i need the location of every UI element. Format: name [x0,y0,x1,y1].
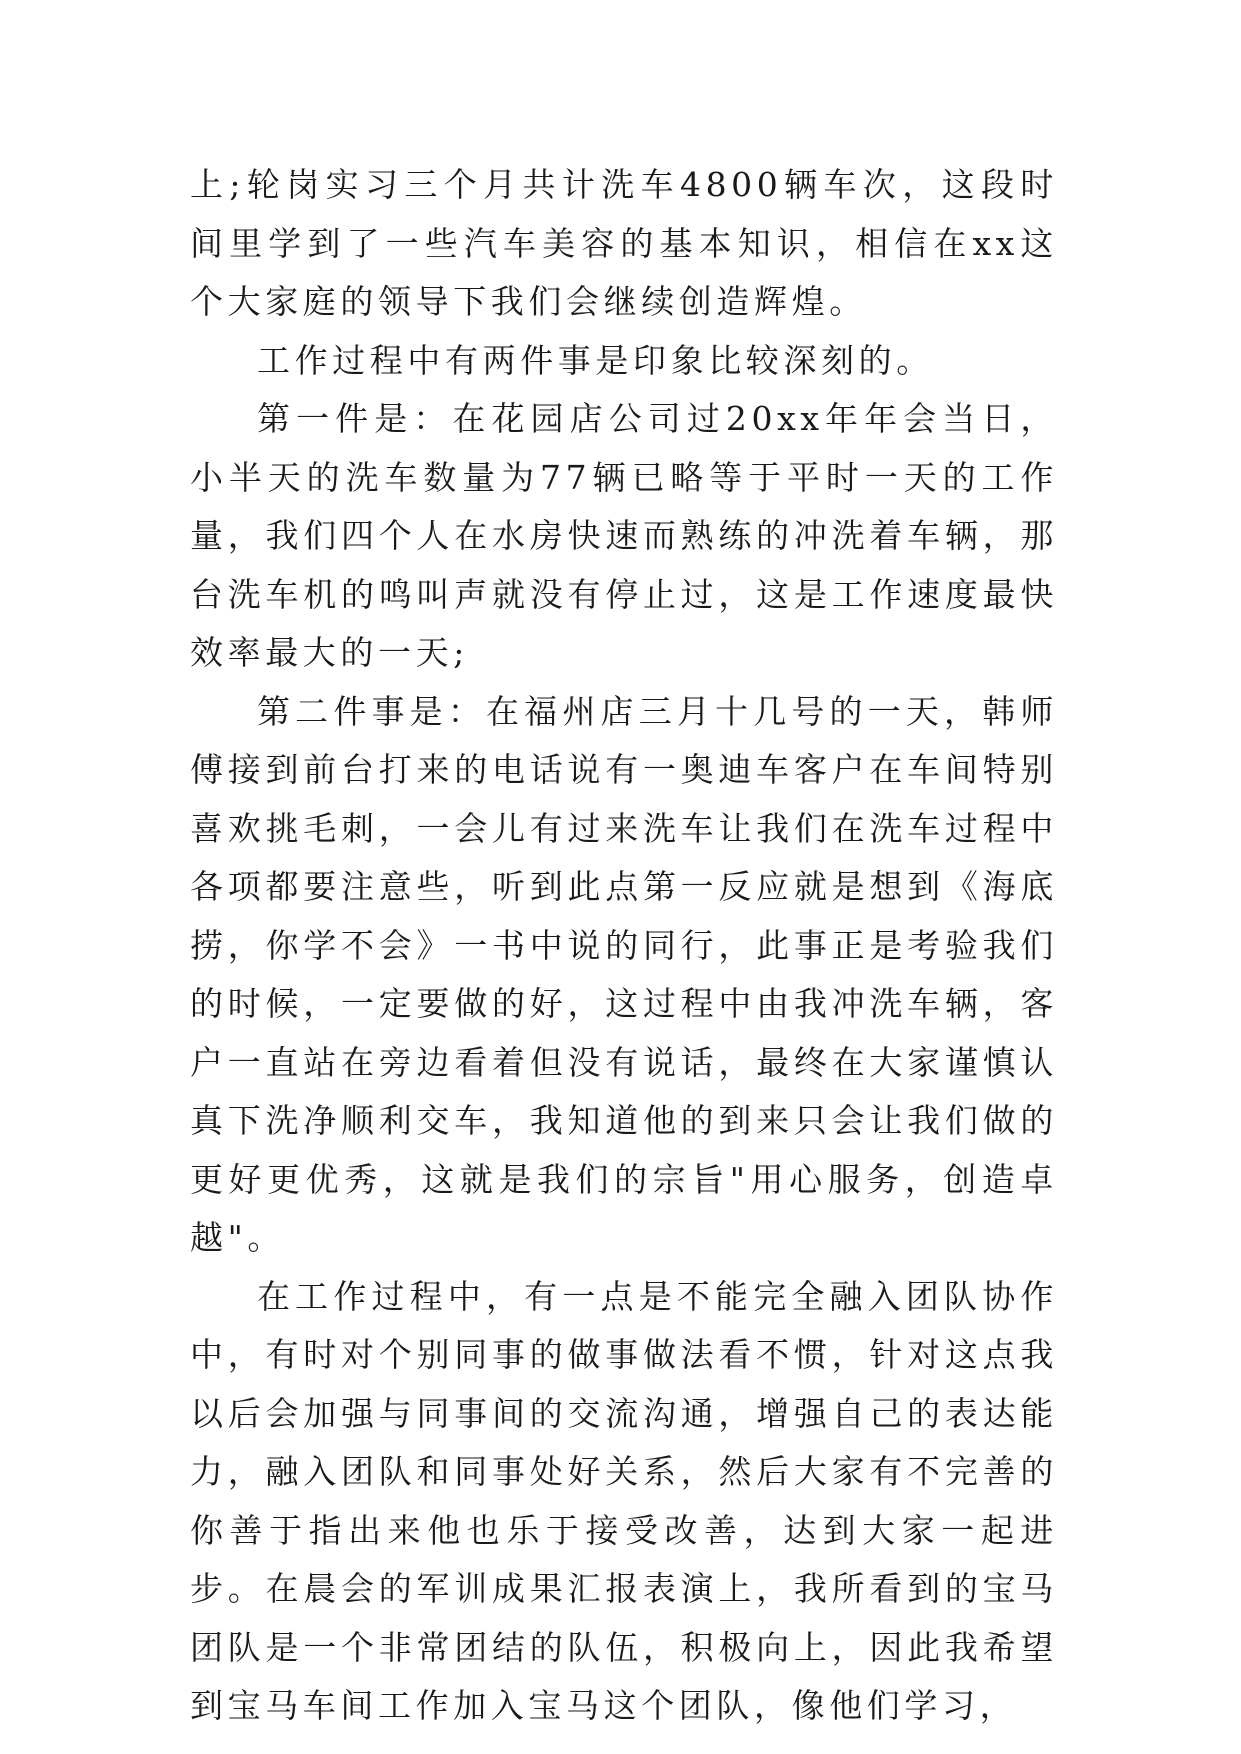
paragraph-3: 第一件是：在花园店公司过20xx年年会当日，小半天的洗车数量为77辆已略等于平时一天的工作量，我们四个人在水房快速而熟练的冲洗着车辆，那台洗车机的鸣叫声就没有停止过，这是工作速度最快效率最大的一天; [190,399,1058,672]
paragraph-4: 第二件事是：在福州店三月十几号的一天，韩师傅接到前台打来的电话说有一奥迪车客户在车间特别喜欢挑毛刺，一会儿有过来洗车让我们在洗车过程中各项都要注意些，听到此点第一反应就是想到《海底捞，你学不会》一书中说的同行，此事正是考验我们的时候，一定要做的好，这过程中由我冲洗车辆，客户一直站在旁边看着但没有说话，最终在大家谨慎认真下洗净顺利交车，我知道他的到来只会让我们做的更好更优秀，这就是我们的宗旨"用心服务，创造卓越"。 [190,691,1058,1257]
paragraph-2: 工作过程中有两件事是印象比较深刻的。 [257,340,934,380]
paragraph-1: 上;轮岗实习三个月共计洗车4800辆车次，这段时间里学到了一些汽车美容的基本知识，相信在xx这个大家庭的领导下我们会继续创造辉煌。 [190,165,1058,321]
body-text [190,156,1058,1736]
paragraph-5: 在工作过程中，有一点是不能完全融入团队协作中，有时对个别同事的做事做法看不惯，针对这点我以后会加强与同事间的交流沟通，增强自己的表达能力，融入团队和同事处好关系，然后大家有不完善的你善于指出来他也乐于接受改善，达到大家一起进步。在晨会的军训成果汇报表演上，我所看到的宝马团队是一个非常团结的队伍，积极向上，因此我希望到宝马车间工作加入宝马这个团队，像他们学习， [190,1276,1058,1725]
